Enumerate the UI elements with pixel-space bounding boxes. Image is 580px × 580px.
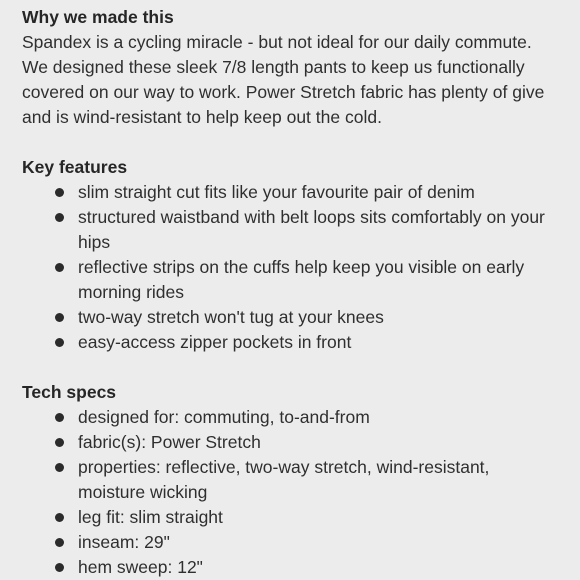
bullet-icon xyxy=(55,463,64,472)
list-item xyxy=(22,530,558,555)
list-item xyxy=(22,205,558,255)
feature-text: slim straight cut fits like your favourite pair of denim xyxy=(78,182,475,202)
spec-text: inseam: 29" xyxy=(78,532,170,552)
tech-specs-heading: Tech specs xyxy=(22,382,117,402)
list-item xyxy=(22,180,558,205)
list-item xyxy=(22,555,558,580)
bullet-icon xyxy=(55,188,64,197)
spec-text: hem sweep: 12" xyxy=(78,557,203,577)
bullet-icon xyxy=(55,438,64,447)
key-features-heading: Key features xyxy=(22,157,128,177)
bullet-icon xyxy=(55,338,64,347)
list-item xyxy=(22,455,558,505)
bullet-icon xyxy=(55,263,64,272)
bullet-icon xyxy=(55,538,64,547)
list-item xyxy=(22,255,558,305)
bullet-icon xyxy=(55,513,64,522)
spec-text: leg fit: slim straight xyxy=(78,507,223,527)
feature-text: two-way stretch won't tug at your knees xyxy=(78,307,384,327)
tech-specs-list xyxy=(22,405,558,580)
spec-text: fabric(s): Power Stretch xyxy=(78,432,261,452)
bullet-icon xyxy=(55,563,64,572)
list-item xyxy=(22,330,558,355)
feature-text: reflective strips on the cuffs help keep you visible on early morning rides xyxy=(78,257,525,302)
bullet-icon xyxy=(55,313,64,322)
feature-text: structured waistband with belt loops sits comfortably on your hips xyxy=(78,207,545,252)
bullet-icon xyxy=(55,413,64,422)
key-features-list xyxy=(22,180,558,355)
list-item xyxy=(22,305,558,330)
feature-text: easy-access zipper pockets in front xyxy=(78,332,352,352)
spec-text: properties: reflective, two-way stretch, wind-resistant, moisture wicking xyxy=(78,457,490,502)
why-we-made-this-heading: Why we made this xyxy=(22,7,174,27)
bullet-icon xyxy=(55,213,64,222)
why-we-made-this-text: Spandex is a cycling miracle - but not ideal for our daily commute. We designed these sleek 7/8 length pants to keep us functionally covered on our way to work. Power Stretch fabric has plenty of give and is wind-resistant to help keep out the cold. xyxy=(22,32,545,127)
spec-text: designed for: commuting, to-and-from xyxy=(78,407,370,427)
list-item xyxy=(22,405,558,430)
list-item xyxy=(22,430,558,455)
list-item xyxy=(22,505,558,530)
